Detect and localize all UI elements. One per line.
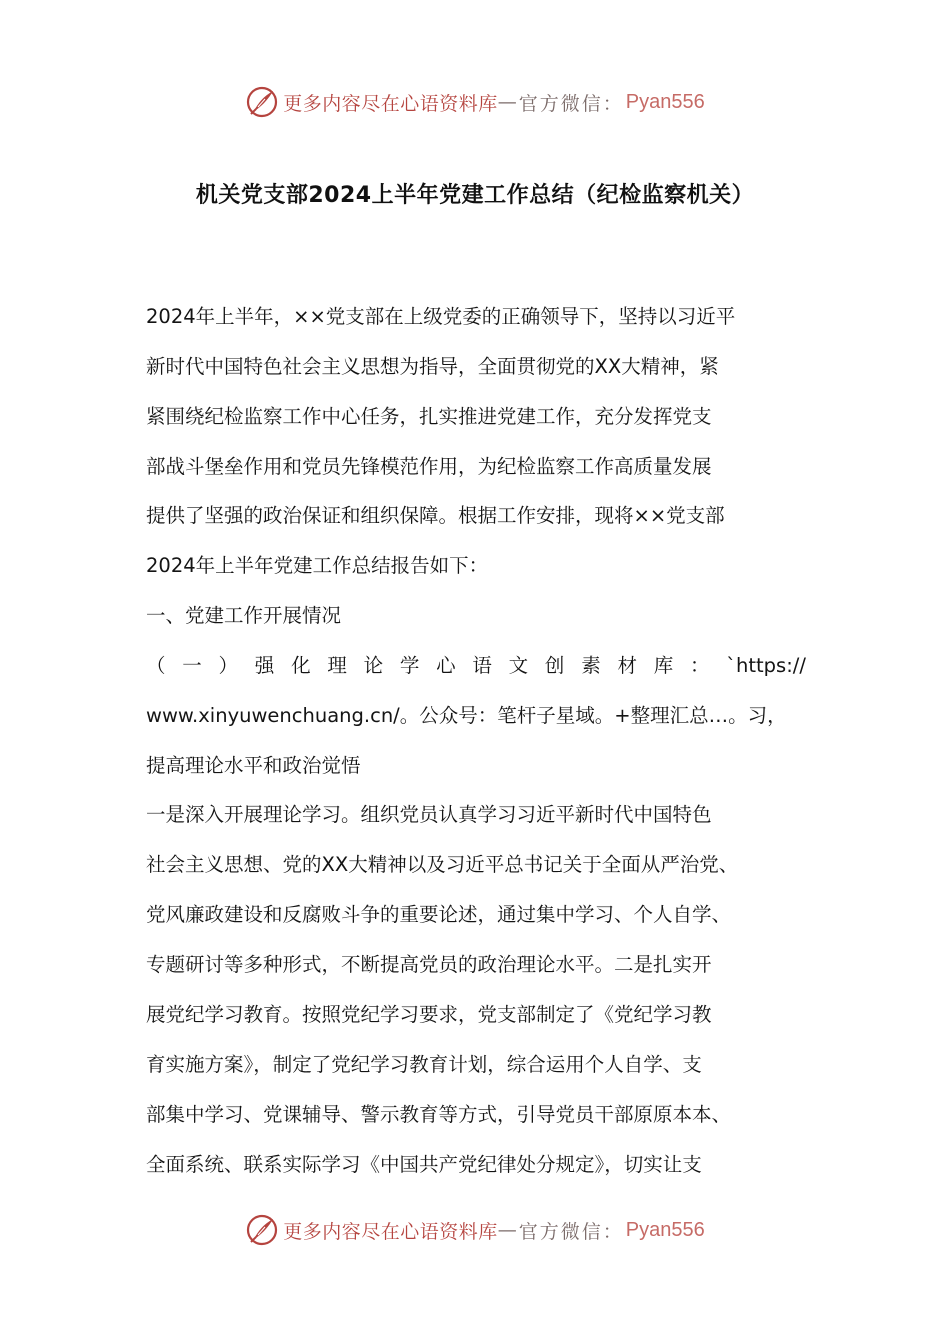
- body-line: 党风廉政建设和反腐败斗争的重要论述，通过集中学习、个人自学、: [146, 903, 732, 926]
- body-line: 一是深入开展理论学习。组织党员认真学习习近平新时代中国特色: [146, 803, 712, 826]
- body-line: 新时代中国特色社会主义思想为指导，全面贯彻党的XX大精神，紧: [146, 355, 719, 378]
- watermark-dash: —: [497, 1219, 519, 1241]
- subheading-token: （: [146, 654, 166, 677]
- header-watermark: [0, 82, 950, 122]
- watermark-dash: —: [497, 91, 519, 113]
- watermark-wechat-label: 官方微信：: [518, 1220, 624, 1243]
- subheading-token: 创: [544, 654, 565, 677]
- body-line: 2024年上半年，××党支部在上级党委的正确领导下，坚持以习近平: [146, 305, 736, 328]
- body-line: 提供了坚强的政治保证和组织保障。根据工作安排，现将××党支部: [146, 504, 725, 527]
- body-line: 2024年上半年党建工作总结报告如下：: [146, 554, 489, 577]
- quill-pen-circle-icon: [245, 85, 279, 119]
- subheading-token: 素: [581, 654, 601, 677]
- subheading-token: ：: [689, 654, 710, 677]
- document-title: 机关党支部2024上半年党建工作总结（纪检监察机关）: [195, 183, 755, 208]
- subheading-token: 论: [363, 654, 384, 677]
- subheading-token: 学: [399, 654, 420, 677]
- watermark-brand: 更多内容尽在心语资料库: [283, 1220, 498, 1243]
- watermark-wechat-id: Pyan556: [625, 90, 705, 113]
- subheading-token: 心: [436, 654, 456, 677]
- body-line: 部集中学习、党课辅导、警示教育等方式，引导党员干部原原本本、: [146, 1103, 732, 1126]
- body-line: www.xinyuwenchuang.cn/。公众号：笔杆子星域。+整理汇总…。习，: [146, 704, 787, 727]
- body-line: 紧围绕纪检监察工作中心任务，扎实推进党建工作，充分发挥党支: [146, 405, 712, 428]
- body-line: 展党纪学习教育。按照党纪学习要求，党支部制定了《党纪学习教: [146, 1003, 712, 1026]
- subheading-line: [146, 651, 806, 681]
- subheading-token: 理: [327, 654, 347, 677]
- watermark-wechat-label: 官方微信：: [518, 92, 624, 115]
- subheading-token: 化: [291, 654, 311, 677]
- subheading-token: `https://: [726, 654, 806, 677]
- subheading-token: 语: [472, 654, 492, 677]
- body-line: 提高理论水平和政治觉悟: [146, 754, 361, 777]
- subheading-token: 文: [508, 654, 529, 677]
- body-line: 社会主义思想、党的XX大精神以及习近平总书记关于全面从严治党、: [146, 853, 739, 876]
- body-line: 育实施方案》，制定了党纪学习教育计划，综合运用个人自学、支: [146, 1053, 702, 1076]
- footer-watermark: [0, 1210, 950, 1250]
- body-line: 部战斗堡垒作用和党员先锋模范作用，为纪检监察工作高质量发展: [146, 455, 712, 478]
- body-line: 全面系统、联系实际学习《中国共产党纪律处分规定》，切实让支: [146, 1153, 702, 1176]
- subheading-token: 强: [254, 654, 275, 677]
- watermark-wechat-id: Pyan556: [625, 1218, 705, 1241]
- subheading-token: 一: [182, 654, 202, 677]
- quill-pen-circle-icon: [245, 1213, 279, 1247]
- subheading-token: 材: [617, 654, 637, 677]
- subheading-token: ）: [218, 654, 239, 677]
- section-heading: 一、党建工作开展情况: [146, 604, 342, 627]
- subheading-token: 库: [653, 654, 674, 677]
- watermark-brand: 更多内容尽在心语资料库: [283, 92, 498, 115]
- body-line: 专题研讨等多种形式，不断提高党员的政治理论水平。二是扎实开: [146, 953, 712, 976]
